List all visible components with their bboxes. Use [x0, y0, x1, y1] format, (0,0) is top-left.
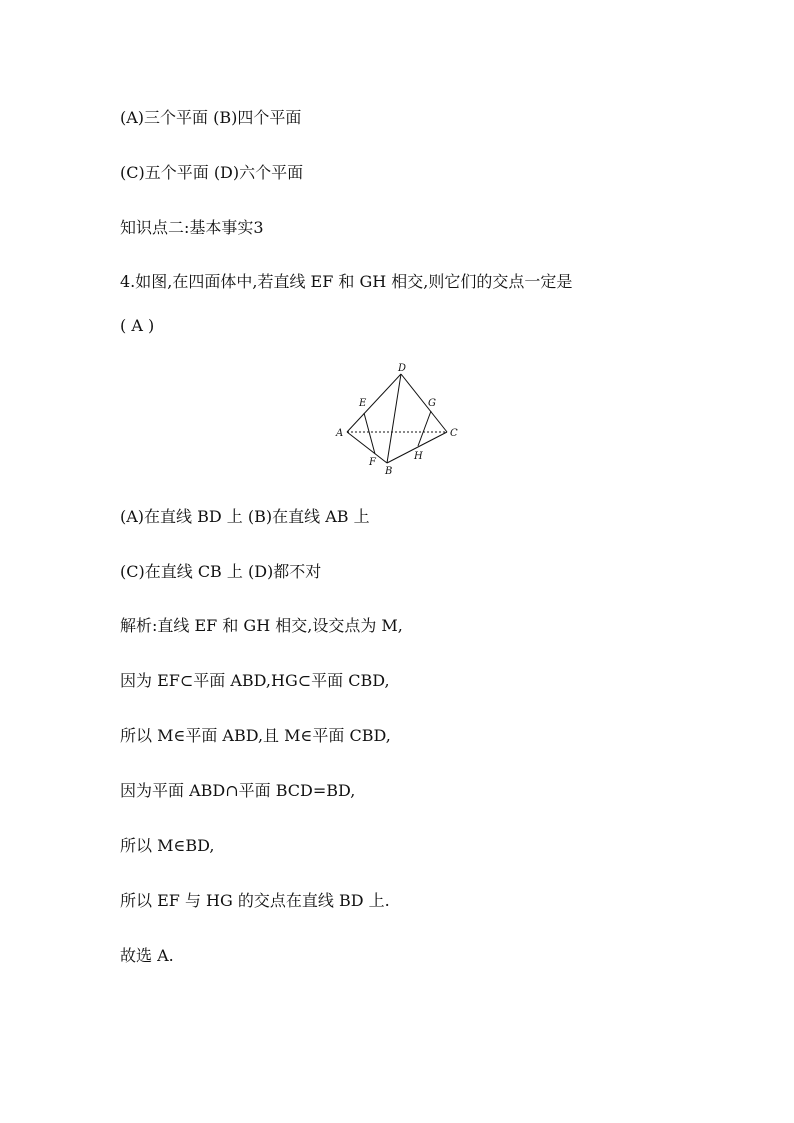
question-4-options-cd: (C)在直线 CB 上 (D)都不对 [120, 562, 322, 581]
tetrahedron-figure [330, 360, 465, 477]
analysis-conclusion: 故选 A. [120, 946, 174, 965]
label-e: E [359, 398, 367, 409]
analysis-line-6: 所以 EF 与 HG 的交点在直线 BD 上. [120, 891, 390, 910]
label-g: G [428, 398, 436, 409]
label-f: F [369, 457, 376, 468]
label-h: H [414, 451, 423, 462]
question-4-stem: 4.如图,在四面体中,若直线 EF 和 GH 相交,则它们的交点一定是 [120, 272, 573, 291]
label-c: C [450, 428, 458, 439]
question-4-answer: ( A ) [120, 316, 155, 335]
analysis-line-2: 因为 EF⊂平面 ABD,HG⊂平面 CBD, [120, 671, 390, 690]
analysis-line-1: 解析:直线 EF 和 GH 相交,设交点为 M, [120, 616, 403, 635]
knowledge-point-heading: 知识点二:基本事实3 [120, 218, 264, 237]
tetrahedron-diagram [330, 360, 465, 477]
analysis-line-3: 所以 M∈平面 ABD,且 M∈平面 CBD, [120, 726, 391, 745]
analysis-line-4: 因为平面 ABD∩平面 BCD=BD, [120, 781, 356, 800]
question-3-options-ab: (A)三个平面 (B)四个平面 [120, 108, 302, 127]
edge-ab [347, 432, 387, 463]
label-b: B [385, 466, 393, 477]
analysis-line-5: 所以 M∈BD, [120, 836, 215, 855]
label-d: D [398, 363, 407, 374]
label-a: A [336, 428, 344, 439]
question-4-options-ab: (A)在直线 BD 上 (B)在直线 AB 上 [120, 507, 370, 526]
edge-dc [401, 374, 447, 432]
segment-ef [364, 413, 375, 454]
question-3-options-cd: (C)五个平面 (D)六个平面 [120, 163, 304, 182]
